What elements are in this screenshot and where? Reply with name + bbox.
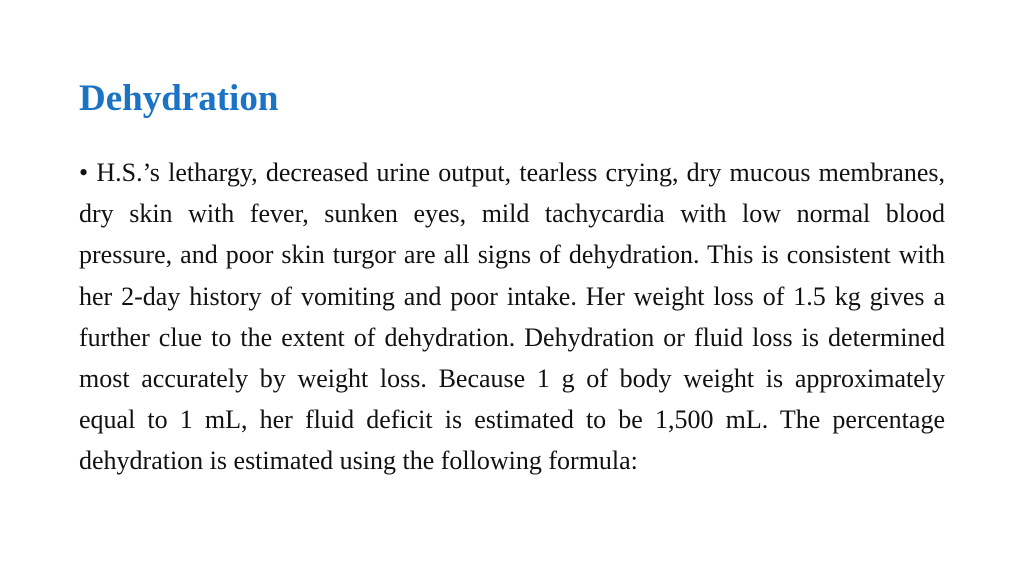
bullet-paragraph (79, 152, 945, 482)
bullet-marker: • (79, 158, 89, 187)
bullet-text: H.S.’s lethargy, decreased urine output, tearless crying, dry mucous membranes, dry skin with fever, sunken eyes, mild tachycardia with low normal blood pressure, and poor skin turgor are all signs of dehydration. This is consistent with her 2-day history of vomiting and poor intake. Her weight loss of 1.5 kg gives a further clue to the extent of dehydration. Dehydration or fluid loss is determined most accurately by weight loss. Because 1 g of body weight is approximately equal to 1 mL, her fluid deficit is estimated to be 1,500 mL. The percentage dehydration is estimated using the following formula: (79, 158, 946, 476)
slide-title: Dehydration (79, 78, 279, 119)
